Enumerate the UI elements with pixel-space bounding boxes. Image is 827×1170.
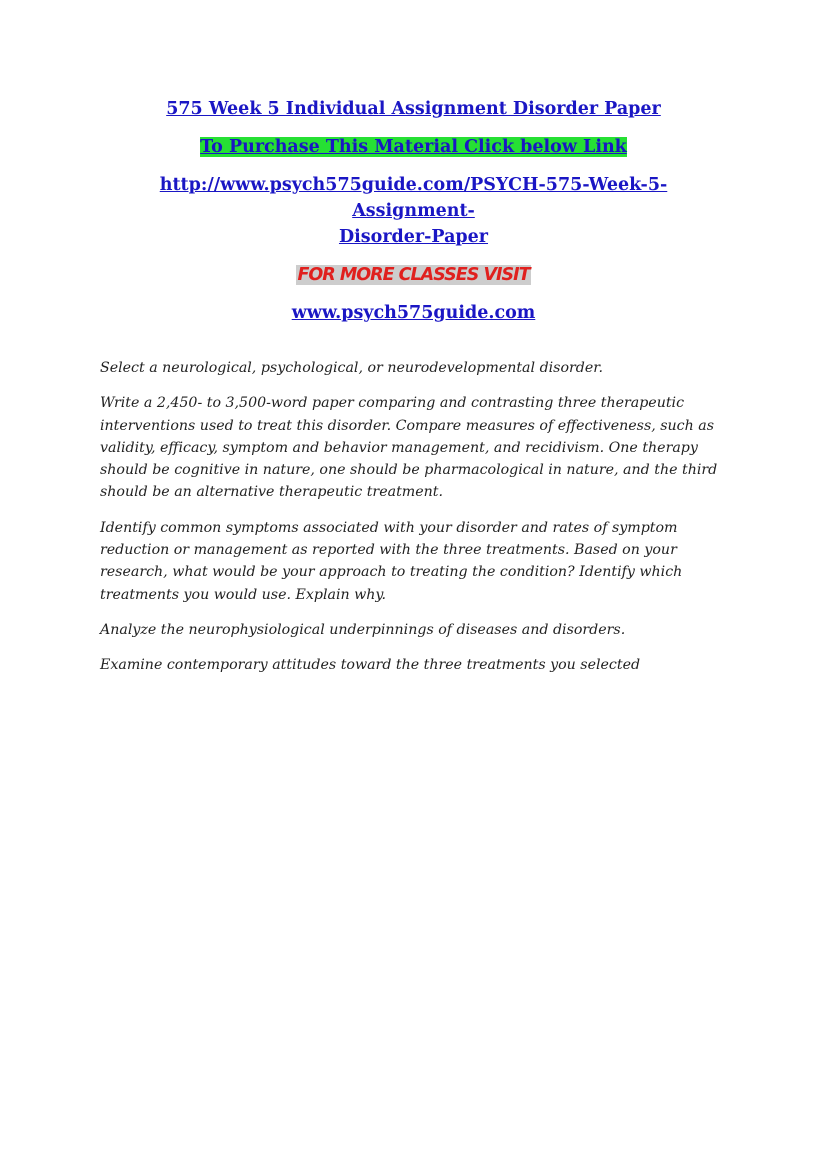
paragraph-examine: Examine contemporary attitudes toward the three treatments you selected [100, 657, 641, 674]
document-title-link[interactable]: 575 Week 5 Individual Assignment Disorder Paper [166, 99, 661, 119]
paragraph-identify-symptoms: Identify common symptoms associated with your disorder and rates of symptom reduction or management as reported with the three treatments. Based on your research, what would be your approach to treating the condition? Identify which treatments you would use. Explain why. [100, 519, 683, 603]
product-url-link-line1[interactable]: http://www.psych575guide.com/PSYCH-575-Week-5-Assignment- [159, 175, 668, 221]
site-url-link[interactable]: www.psych575guide.com [291, 303, 536, 323]
paragraph-write-paper: Write a 2,450- to 3,500-word paper comparing and contrasting three therapeutic interventions used to treat this disorder. Compare measures of effectiveness, such as validity, efficacy, symptom and behavior management, and recidivism. One therapy should be cognitive in nature, one should be pharmacological in nature, and the third should be an alternative therapeutic treatment. [100, 395, 718, 501]
document-body [100, 357, 730, 690]
paragraph-analyze: Analyze the neurophysiological underpinnings of diseases and disorders. [100, 621, 626, 638]
promo-banner: FOR MORE CLASSES VISIT [297, 265, 530, 285]
product-url-link-line2[interactable]: Disorder-Paper [338, 227, 489, 247]
purchase-link[interactable]: To Purchase This Material Click below Link [200, 137, 627, 157]
product-url-link-block [100, 172, 727, 250]
document-header [100, 96, 727, 338]
paragraph-select-disorder: Select a neurological, psychological, or neurodevelopmental disorder. [100, 360, 603, 376]
